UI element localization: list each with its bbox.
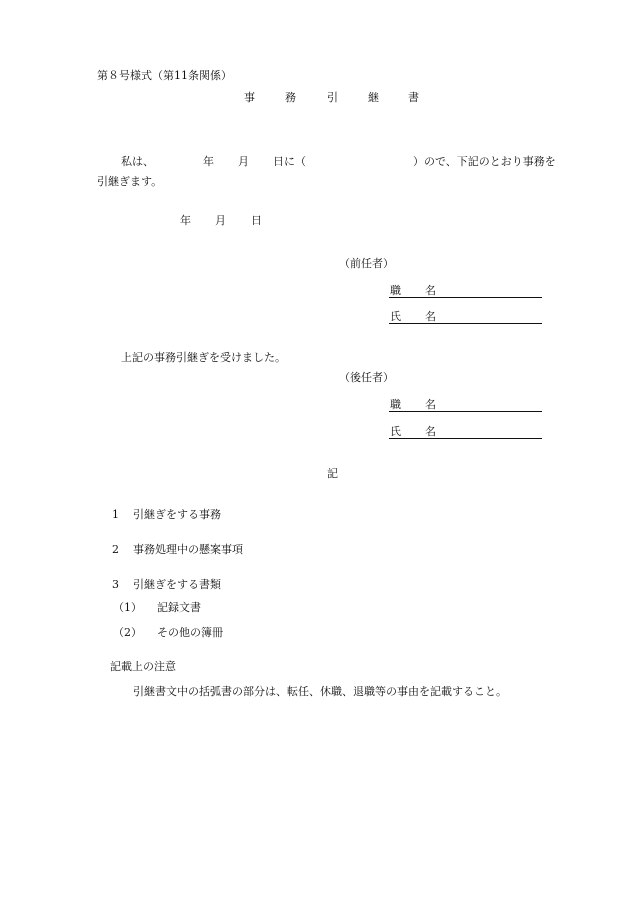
item-text: 事務処理中の懸案事項 [133, 543, 243, 556]
successor-position-line [389, 411, 542, 412]
acknowledgement: 上記の事務引継ぎを受けました。 [121, 351, 286, 364]
successor-position-label-1: 職 [390, 398, 401, 411]
item-text: 引継ぎをする書類 [133, 578, 221, 591]
title-char: 書 [408, 91, 419, 104]
predecessor-position-label-1: 職 [390, 284, 401, 297]
item-number: 2 [112, 543, 119, 556]
date-year: 年 [180, 214, 191, 227]
body-line2: 引継ぎます。 [97, 175, 163, 188]
subitem-text: その他の簿冊 [157, 626, 223, 639]
body-month: 月 [238, 155, 249, 168]
predecessor-position-line [389, 297, 542, 298]
predecessor-label: （前任者） [339, 257, 394, 270]
body-day: 日に（ [273, 155, 306, 168]
successor-name-label-1: 氏 [390, 425, 401, 438]
item-number: 1 [112, 508, 119, 521]
successor-name-label-2: 名 [425, 425, 436, 438]
body-prefix: 私は、 [121, 155, 154, 168]
title-char: 事 [244, 91, 255, 104]
predecessor-name-line [389, 323, 542, 324]
notes-text: 引継書文中の括弧書の部分は、転任、休職、退職等の事由を記載すること。 [133, 685, 507, 698]
item-number: 3 [112, 578, 119, 591]
body-year: 年 [203, 155, 214, 168]
subitem-text: 記録文書 [157, 601, 201, 614]
subitem-number: （1） [113, 601, 142, 614]
date-day: 日 [251, 214, 262, 227]
title-char: 引 [327, 91, 338, 104]
predecessor-name-label-1: 氏 [390, 310, 401, 323]
subitem-number: （2） [113, 626, 142, 639]
body-reason-close: ）ので、下記のとおり事務を [413, 155, 556, 168]
successor-label: （後任者） [339, 371, 394, 384]
form-number: 第８号様式（第11条関係） [97, 69, 232, 82]
ki-heading: 記 [327, 467, 338, 480]
successor-name-line [389, 438, 542, 439]
title-char: 継 [368, 91, 379, 104]
title-char: 務 [285, 91, 296, 104]
item-text: 引継ぎをする事務 [133, 508, 221, 521]
notes-heading: 記載上の注意 [110, 660, 176, 673]
predecessor-name-label-2: 名 [425, 310, 436, 323]
successor-position-label-2: 名 [425, 398, 436, 411]
date-month: 月 [215, 214, 226, 227]
predecessor-position-label-2: 名 [425, 284, 436, 297]
